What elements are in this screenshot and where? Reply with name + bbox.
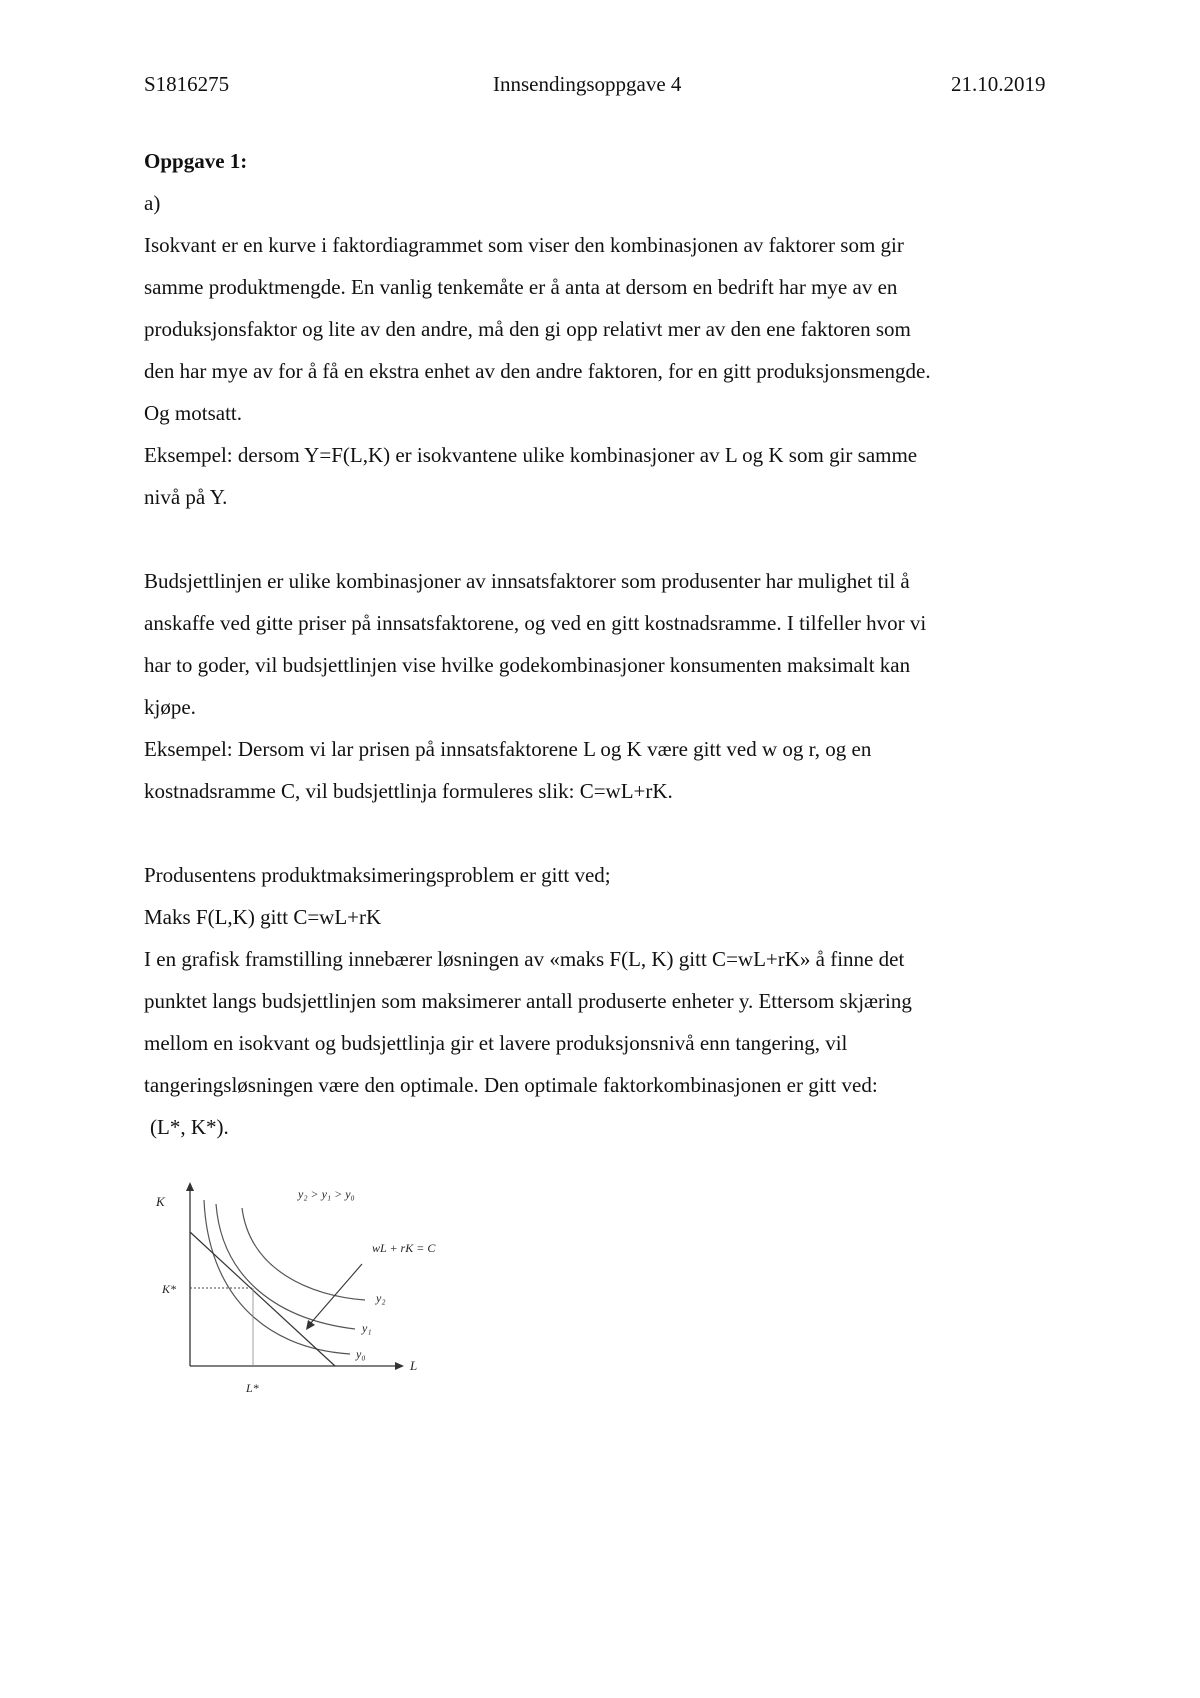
- ordering-label: y₂ > y₁ > y₀: [298, 1187, 355, 1201]
- text-line: har to goder, vil budsjettlinjen vise hvilke godekombinasjoner konsumenten maksimalt kan: [144, 653, 911, 677]
- isoquant-y2: [242, 1208, 365, 1300]
- curve-label-y0: y₀: [356, 1347, 366, 1361]
- text-line: Produsentens produktmaksimeringsproblem er gitt ved;: [144, 863, 611, 887]
- pointer-arrowhead-icon: [306, 1320, 315, 1330]
- header-date: 21.10.2019: [951, 72, 1046, 96]
- isoquant-y0: [204, 1200, 350, 1354]
- text-line: tangeringsløsningen være den optimale. Den optimale faktorkombinasjonen er gitt ved:: [144, 1073, 878, 1097]
- paragraph-spacer: [144, 518, 1064, 560]
- header-title: Innsendingsoppgave 4: [493, 72, 682, 96]
- text-line: Og motsatt.: [144, 401, 242, 425]
- paragraph-maximization: [144, 854, 1064, 1148]
- paragraph-budget-line: [144, 560, 1064, 812]
- document-body: [144, 140, 1064, 1148]
- axis-label-l: L: [410, 1358, 418, 1373]
- text-line: kjøpe.: [144, 695, 196, 719]
- isoquant-figure: [150, 1170, 470, 1400]
- curve-label-y2: y₂: [376, 1291, 386, 1305]
- text-line: Maks F(L,K) gitt C=wL+rK: [144, 905, 382, 929]
- subsection-label: a): [144, 191, 161, 215]
- isoquant-y1: [216, 1204, 355, 1329]
- text-line: produksjonsfaktor og lite av den andre, må den gi opp relativt mer av den ene faktoren som: [144, 317, 911, 341]
- k-star-label: K*: [162, 1282, 177, 1296]
- text-line: Isokvant er en kurve i faktordiagrammet som viser den kombinasjonen av faktorer som gir: [144, 233, 904, 257]
- text-line: Budsjettlinjen er ulike kombinasjoner av innsatsfaktorer som produsenter har mulighet til å: [144, 569, 910, 593]
- text-line: mellom en isokvant og budsjettlinja gir et lavere produksjonsnivå enn tangering, vil: [144, 1031, 848, 1055]
- optimum-text: (L*, K*).: [150, 1115, 229, 1139]
- l-star-label: L*: [246, 1381, 259, 1395]
- l-axis-arrow-icon: [395, 1362, 404, 1370]
- text-line: Eksempel: Dersom vi lar prisen på innsatsfaktorene L og K være gitt ved w og r, og en: [144, 737, 872, 761]
- text-line: nivå på Y.: [144, 485, 228, 509]
- text-line: punktet langs budsjettlinjen som maksimerer antall produserte enheter y. Ettersom skjæring: [144, 989, 912, 1013]
- curve-label-y1: y₁: [362, 1321, 372, 1335]
- section-heading: Oppgave 1:: [144, 149, 248, 173]
- text-line: samme produktmengde. En vanlig tenkemåte er å anta at dersom en bedrift har mye av en: [144, 275, 898, 299]
- header-student-id: S1816275: [144, 72, 230, 96]
- text-line: I en grafisk framstilling innebærer løsningen av «maks F(L, K) gitt C=wL+rK» å finne det: [144, 947, 905, 971]
- text-line: den har mye av for å få en ekstra enhet av den andre faktoren, for en gitt produksjonsmengde.: [144, 359, 931, 383]
- budget-pointer: [310, 1264, 362, 1324]
- text-line: Eksempel: dersom Y=F(L,K) er isokvantene ulike kombinasjoner av L og K som gir samme: [144, 443, 918, 467]
- isoquant-diagram: [150, 1170, 470, 1400]
- axis-label-k: K: [156, 1194, 165, 1209]
- text-line: anskaffe ved gitte priser på innsatsfaktorene, og ved en gitt kostnadsramme. I tilfeller hvor vi: [144, 611, 927, 635]
- k-axis-arrow-icon: [186, 1182, 194, 1191]
- paragraph-spacer: [144, 812, 1064, 854]
- budget-line: [190, 1232, 335, 1366]
- text-line: kostnadsramme C, vil budsjettlinja formuleres slik: C=wL+rK.: [144, 779, 673, 803]
- paragraph-isoquant: [144, 224, 1064, 518]
- budget-label: wL + rK = C: [372, 1241, 436, 1255]
